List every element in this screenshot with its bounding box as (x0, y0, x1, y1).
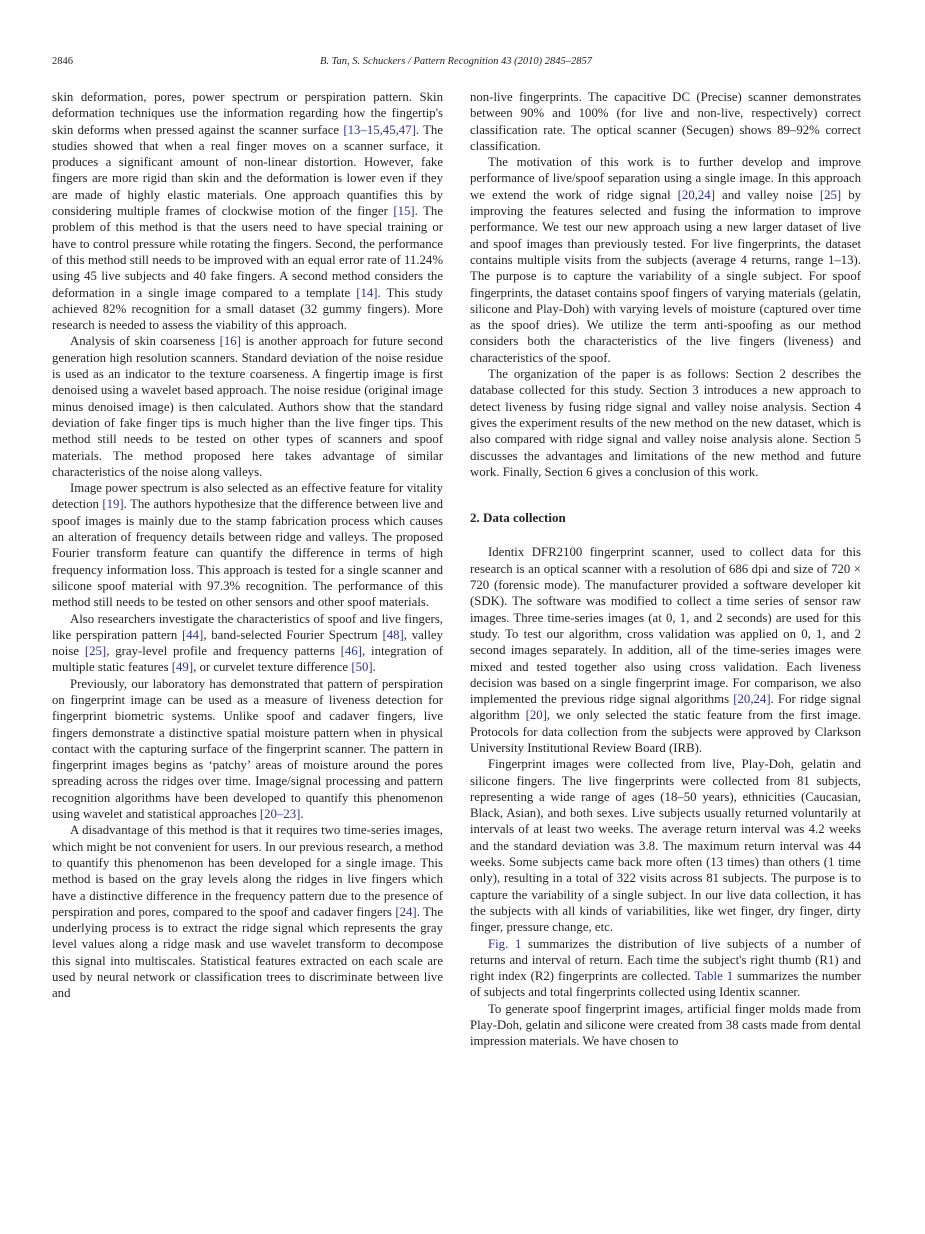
paragraph (470, 1001, 861, 1050)
body-text: skin deformation, pores, power spectrum or perspiration pattern. Skin deformation techniques use the information regarding how the fingertip's skin deforms when pressed against the scanner surface (52, 90, 443, 137)
paragraph (470, 756, 861, 935)
citation-link[interactable]: [14] (356, 285, 378, 300)
running-head: B. Tan, S. Schuckers / Pattern Recognition 43 (2010) 2845–2857 (320, 56, 592, 67)
body-text: , band-selected Fourier Spectrum (203, 627, 383, 642)
paragraph (52, 89, 443, 333)
body-text: non-live fingerprints. The capacitive DC (Precise) scanner demonstrates between 90% and 100% (for live and non-live, respectively) correct classification rate. The optical scanner (Secugen) shows 89–92% correct classification. (470, 90, 861, 153)
body-text: . (300, 807, 304, 822)
body-text: . For ridge signal algorithm (470, 692, 862, 723)
citation-link[interactable]: [25] (819, 187, 842, 202)
citation-link[interactable]: [19] (102, 497, 124, 512)
paragraph (52, 333, 443, 480)
body-text: . The authors hypothesize that the difference between live and spoof images is mainly due to the stamp fabrication process which causes an alteration of frequency details between ridge and valleys. The proposed Fourier transform feature can quantify the difference in terms of high frequency information loss. This approach is tested for a single scanner and silicone spoof material with 97.3% recognition. The performance of this method still needs to be tested on other sensors and other spoof materials. (52, 497, 443, 610)
paragraph (470, 936, 861, 1001)
section-heading: 2. Data collection (470, 510, 566, 526)
body-text: Identix DFR2100 fingerprint scanner, used to collect data for this research is an optical scanner with a resolution of 686 dpi and size of 720 × 720 (forensic mode). The manufacturer provided a software developer kit (SDK). The software was modified to collect a time series of sensor raw images. Three time-series images (at 0, 1, and 2 seconds) are used for this study. To test our algorithm, cross validation was applied on 0, 1, and 2 second images separately. In addition, all of the time-series images were mixed and tested together also using cross validation. Each liveness decision was based on a single fingerprint image. For comparison, we also implemented the previous ridge signal algorithms (470, 545, 861, 707)
body-text: . The problem of this method is that the users need to have special training or have to control pressure while rotating the fingers. Second, the performance of this method still needs to be improved with an equal error rate of 11.24% using 45 live subjects and 40 fake fingers. A second method considers the deformation in a single image compared to a template (52, 204, 444, 300)
body-text: and valley noise (714, 187, 820, 202)
page-number: 2846 (52, 56, 73, 67)
body-text: . (372, 660, 376, 675)
citation-link[interactable]: [20,24] (677, 187, 715, 202)
paragraph (52, 611, 443, 676)
paragraph (52, 480, 443, 610)
paragraph (470, 154, 861, 366)
body-text: Image power spectrum is also selected as an effective feature for vitality detection (52, 481, 443, 512)
body-text: , or curvelet texture difference (193, 660, 352, 675)
citation-link[interactable]: [20] (525, 708, 547, 723)
citation-link[interactable]: [25] (84, 644, 107, 659)
table-link[interactable]: Table 1 (694, 969, 734, 984)
body-text: , integration of multiple static features (52, 644, 443, 675)
body-text: . The underlying process is to extract the ridge signal which represents the gray level values along a ridge mask and use wavelet transform to decompose this signal into multiscales. Statistical features extracted on each scale are used by neural network or classification trees to discriminate between live and (52, 904, 444, 1001)
body-text: To generate spoof fingerprint images, artificial finger molds made from Play-Doh, gelatin and silicone were created from 38 casts made from dental impression materials. We have chosen to (470, 1001, 861, 1049)
body-text: Fingerprint images were collected from live, Play-Doh, gelatin and silicone fingers. The live fingerprints were collected from 81 subjects, representing a wide range of ages (18–50 years), ethnicities (Caucasian, Black, Asian), and both sexes. Live subjects usually returned voluntarily at intervals of at least two weeks. The average return interval was 4.2 weeks and the standard deviation was 3.8. The maximum return interval was 44 weeks. Some subjects came back more often (13 times) than others (1 time only), resulting in a total of 322 visits across 81 subjects. The purpose is to capture the variability of a single subject. In our live data collection, it has the subjects with all kinds of variabilities, like wet finger, dry finger, dirty finger, pressure change, etc. (470, 757, 861, 935)
figure-link[interactable]: Fig. 1 (488, 936, 522, 951)
citation-link[interactable]: [48] (382, 627, 404, 642)
citation-link[interactable]: [44] (182, 627, 204, 642)
citation-link[interactable]: [50] (351, 660, 373, 675)
body-text: summarizes the distribution of live subjects of a number of returns and interval of return. Each time the subject's right thumb (R1) and right index (R2) fingerprints are collected. (470, 936, 861, 984)
paragraph (470, 89, 861, 154)
citation-link[interactable]: [46] (340, 644, 362, 659)
citation-link[interactable]: [15] (393, 204, 415, 219)
citation-link[interactable]: [13–15,45,47] (343, 122, 416, 137)
right-column (470, 89, 861, 1050)
body-text: Analysis of skin coarseness (70, 334, 220, 349)
body-text: , we only selected the static feature from the first image. Protocols for data collection from the subjects were approved by Clarkson University Institutional Review Board (IRB). (470, 708, 861, 755)
paragraph (470, 366, 861, 480)
body-text: . This study achieved 82% recognition for a small dataset (32 gummy fingers). More research is needed to assess the viability of this approach. (52, 285, 443, 333)
paragraph (52, 822, 443, 1001)
body-text: by improving the features selected and fusing the information to improve performance. We test our new approach using a new larger dataset of live and spoof images than previously tested. For live fingerprints, the dataset contains multiple visits from the subjects (average 4 returns, range 1–13). The purpose is to capture the variability of a single subject. For spoof fingerprints, the dataset contains spoof fingers of varying materials (gelatin, silicone and Play-Doh) with varying levels of moisture (captured over time as the spoof dries). We utilize the term anti-spoofing as our method considers both the characteristics of the live fingers (liveness) and characteristics of the spoof. (470, 187, 861, 365)
body-text: Also researchers investigate the characteristics of spoof and live fingers, like perspiration pattern (52, 611, 443, 642)
body-text: The motivation of this work is to further develop and improve performance of live/spoof separation using a single image. In this approach we extend the work of ridge signal (470, 155, 861, 202)
citation-link[interactable]: [49] (171, 660, 194, 675)
body-text: , gray-level profile and frequency patterns (106, 644, 341, 659)
body-text: Previously, our laboratory has demonstrated that pattern of perspiration on fingerprint image can be used as a measure of liveness detection for fingerprint biometric systems. Unlike spoof and cadaver fingers, live fingers demonstrate a distinctive spatial moisture pattern when in physical contact with the capturing surface of the fingerprint scanner. The pattern in fingerprint images begins as ‘patchy’ areas of moisture around the pores spreading across the ridges over time. Image/signal processing and pattern recognition algorithms have been developed to quantify this phenomenon using wavelet and statistical approaches (52, 676, 443, 822)
body-text: The organization of the paper is as follows: Section 2 describes the database collected for this study. Section 3 introduces a new approach to detect liveness by fusing ridge signal and valley noise analysis. Section 4 gives the experiment results of the new method on the new dataset, which is also compared with ridge signal and valley noise analysis alone. Section 5 discusses the advantages and limitations of the new method and future work. Finally, Section 6 gives a conclusion of this work. (470, 367, 861, 479)
citation-link[interactable]: [24] (395, 904, 417, 919)
left-column (52, 89, 443, 1002)
body-text: , valley noise (52, 627, 443, 659)
body-text: is another approach for future second generation high resolution scanners. Standard deviation of the noise residue is used as an indicator to the texture coarseness. A fingertip image is first denoised using a wavelet based approach. The noise residue (original image minus denoised image) is then calculated. Authors show that the standard deviation of fake finger tips is much higher than the live finger tips. This method still needs to be tested on other types of scanners and spoof materials. The method proposed here takes advantage of similar characteristics of the noise along valleys. (52, 334, 443, 479)
page-header (52, 56, 860, 70)
paragraph (52, 676, 443, 823)
body-text: summarizes the number of subjects and total fingerprints collected using Identix scanner. (470, 969, 861, 1000)
body-text: A disadvantage of this method is that it requires two time-series images, which might be not convenient for users. In our previous research, a method to quantify this phenomenon has been developed for a single image. This method is based on the gray levels along the ridges in live fingers which have a distinctive difference in the frequency pattern due to the presence of perspiration and pores, compared to the spoof and cadaver fingers (52, 823, 443, 919)
citation-link[interactable]: [20,24] (733, 692, 771, 707)
body-text: . The studies showed that when a real finger moves on a scanner surface, it produces a significant amount of non-linear distortion. However, fake fingers are more rigid than skin and the deformation is lower even if they are made of highly elastic materials. One approach quantifies this by considering multiple frames of clockwise motion of the finger (52, 122, 443, 219)
citation-link[interactable]: [16] (219, 334, 241, 349)
citation-link[interactable]: [20–23] (259, 807, 301, 822)
paragraph (470, 544, 861, 756)
